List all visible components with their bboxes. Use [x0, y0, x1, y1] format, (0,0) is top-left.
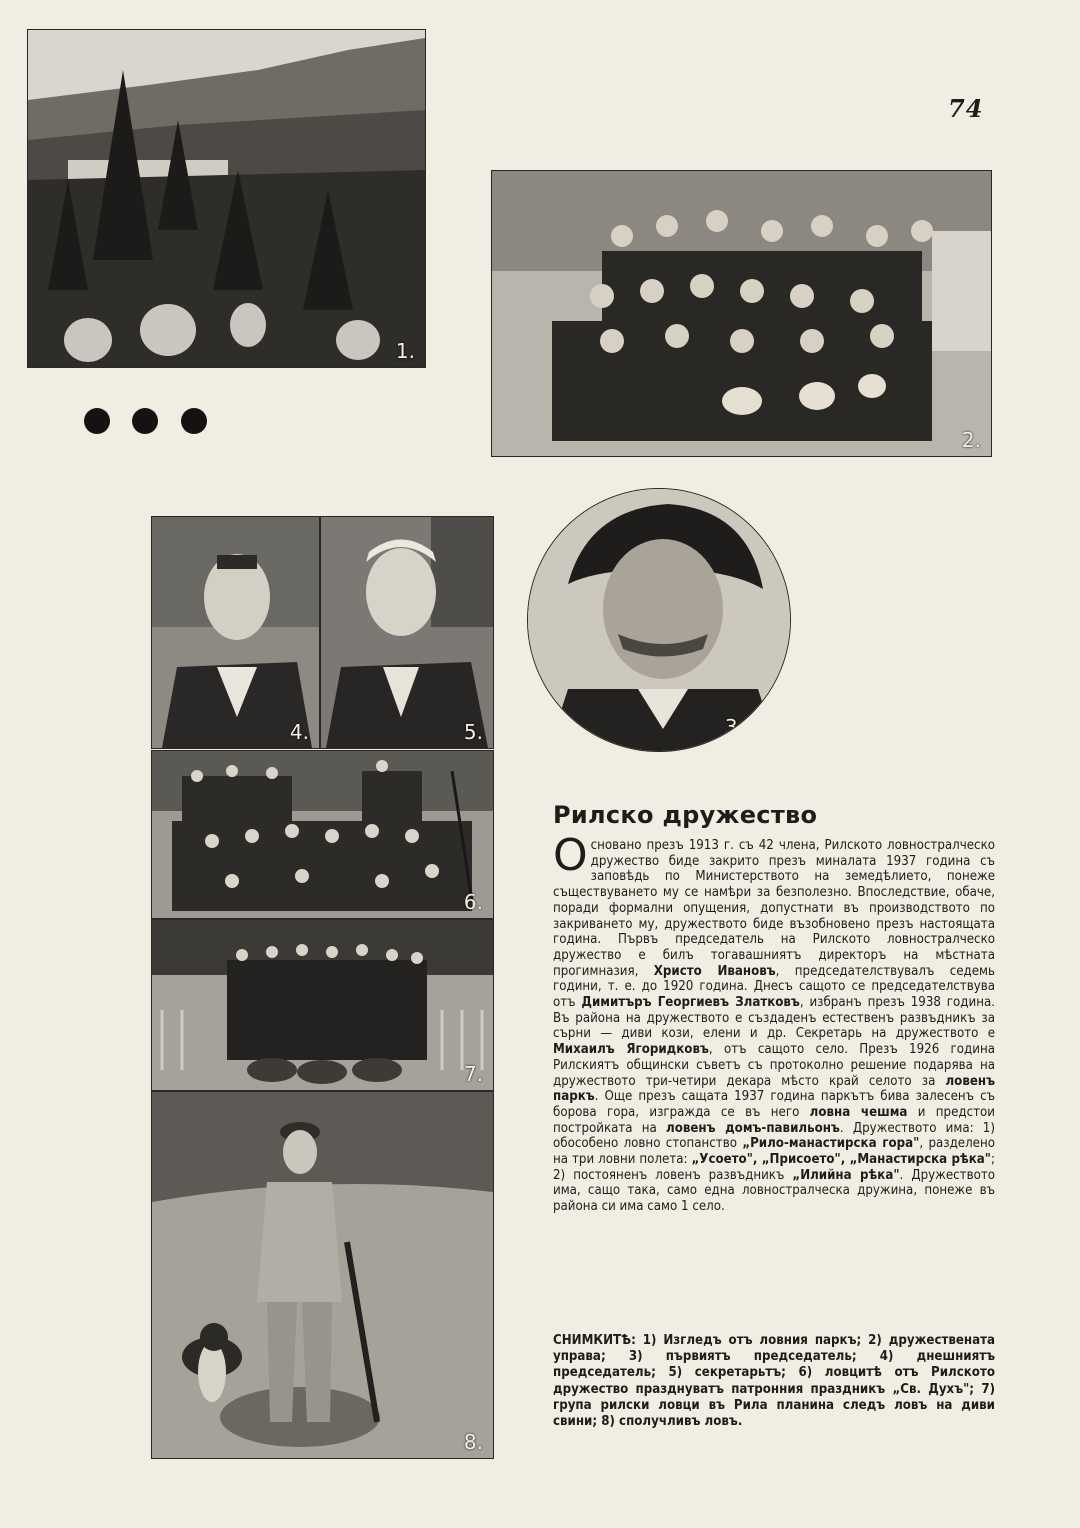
- photo-hunters-celebration: [151, 750, 494, 919]
- hunter-with-dog-image: [152, 1092, 493, 1458]
- text-run: ; 2) постояненъ ловенъ развъдникъ: [553, 1152, 995, 1183]
- decorative-dots: [84, 408, 210, 436]
- bold-text-run: Михаилъ Ягоридковъ: [553, 1042, 709, 1058]
- text-run: . Дружеството има: 1) обособено ловно стопанство: [553, 1120, 995, 1152]
- forest-landscape-image: [28, 30, 425, 367]
- article-title: Рилско дружество: [553, 801, 818, 829]
- dot: [84, 408, 110, 434]
- bold-text-run: „Усоето", „Присоето", „Манастирска рѣка": [691, 1152, 991, 1168]
- text-run: . Дружеството има, сащо така, само една ловностралческа дружина, понеже въ района си има само 1 село.: [553, 1167, 995, 1215]
- dot: [132, 408, 158, 434]
- photo-successful-hunt: [151, 1091, 494, 1459]
- portrait-chairman-image: [152, 517, 319, 748]
- boar-hunt-group-image: [152, 920, 493, 1090]
- photo-number: 8.: [463, 1430, 483, 1454]
- dot: [181, 408, 207, 434]
- bold-text-run: Димитъръ Георгиевъ Златковъ: [581, 995, 800, 1011]
- bold-text-run: „Рило-манастирска гора": [742, 1136, 920, 1152]
- photo-number: 4.: [289, 720, 309, 744]
- hunters-celebration-image: [152, 751, 493, 918]
- text-run: и предстои постройката на: [553, 1104, 995, 1136]
- bold-text-run: Христо Ивановъ: [653, 963, 776, 979]
- text-run: , отъ сащото село. Презъ 1926 година Рилскиятъ общински съветъ съ протоколно решение подарява на дружеството три-четири декара мѣсто край селото за: [553, 1042, 995, 1089]
- photo-number: 7.: [463, 1062, 483, 1086]
- photo-number: 5.: [463, 720, 483, 744]
- text-run: , председателствувалъ седемь години, т. е. до 1920 година. Днесъ сащото се председателствува отъ: [553, 963, 995, 1011]
- photo-first-chairman: [527, 488, 791, 752]
- photo-forest-park: [27, 29, 426, 368]
- page-number: 74: [948, 94, 984, 123]
- article-body: [553, 830, 995, 1215]
- portrait-first-chairman-image: [528, 489, 790, 751]
- text-run: , разделено на три ловни полета:: [553, 1136, 995, 1168]
- text-run: сновано презъ 1913 г. съ 42 члена, Рилското ловностралческо дружество биде закрито презъ миналата 1937 година съ заповѣдь по Министерството на земедѣлието, понеже съществуването му се намѣри за безполезно. Впоследствие, обаче, поради формални опущения, допустнати въ производството по закриването му, дружеството биде възобновено презъ настоящата година. Първъ председатель на Рилското ловностралческо дружество е билъ тогавашниятъ директоръ на мѣстната прогимназия,: [553, 838, 995, 979]
- bold-text-run: ловна чешма: [809, 1104, 908, 1120]
- photo-number: 2.: [961, 428, 981, 452]
- group-portrait-image: [492, 171, 991, 456]
- bold-text-run: ловенъ домъ-павильонъ: [666, 1120, 840, 1136]
- bold-text-run: ловенъ паркъ: [553, 1073, 995, 1105]
- article-body-text: [553, 830, 995, 1215]
- photo-number: 6.: [463, 890, 483, 914]
- photo-secretary: [320, 516, 494, 749]
- photo-number: 1.: [395, 339, 415, 363]
- text-run: , избранъ презъ 1938 година. Въ района на дружеството е създаденъ естественъ развъдникъ за сърни — диви кози, елени и др. Секретарь на дружеството е: [553, 995, 995, 1042]
- bold-text-run: „Илийна рѣка": [792, 1167, 900, 1183]
- portrait-secretary-image: [321, 517, 493, 748]
- photo-current-chairman: [151, 516, 320, 749]
- photo-boar-hunt-group: [151, 919, 494, 1091]
- photo-society-board: [491, 170, 992, 457]
- drop-cap: О: [553, 830, 588, 881]
- photo-captions: СНИМКИТѢ: 1) Изгледъ отъ ловния паркъ; 2) дружествената управа; 3) първиятъ председатель; 4) днешниятъ председатель; 5) секретарьтъ; 6) ловцитѣ отъ Рилското дружество празднуватъ патронния праздникъ „Св. Духъ"; 7) група рилски ловци въ Рила планина следъ ловъ на диви свини; 8) сполучливъ ловъ.: [553, 1333, 995, 1430]
- text-run: . Още презъ сащата 1937 година паркътъ бива залесенъ съ борова гора, изгражда се въ него: [553, 1089, 995, 1120]
- photo-number: 3.: [724, 715, 744, 739]
